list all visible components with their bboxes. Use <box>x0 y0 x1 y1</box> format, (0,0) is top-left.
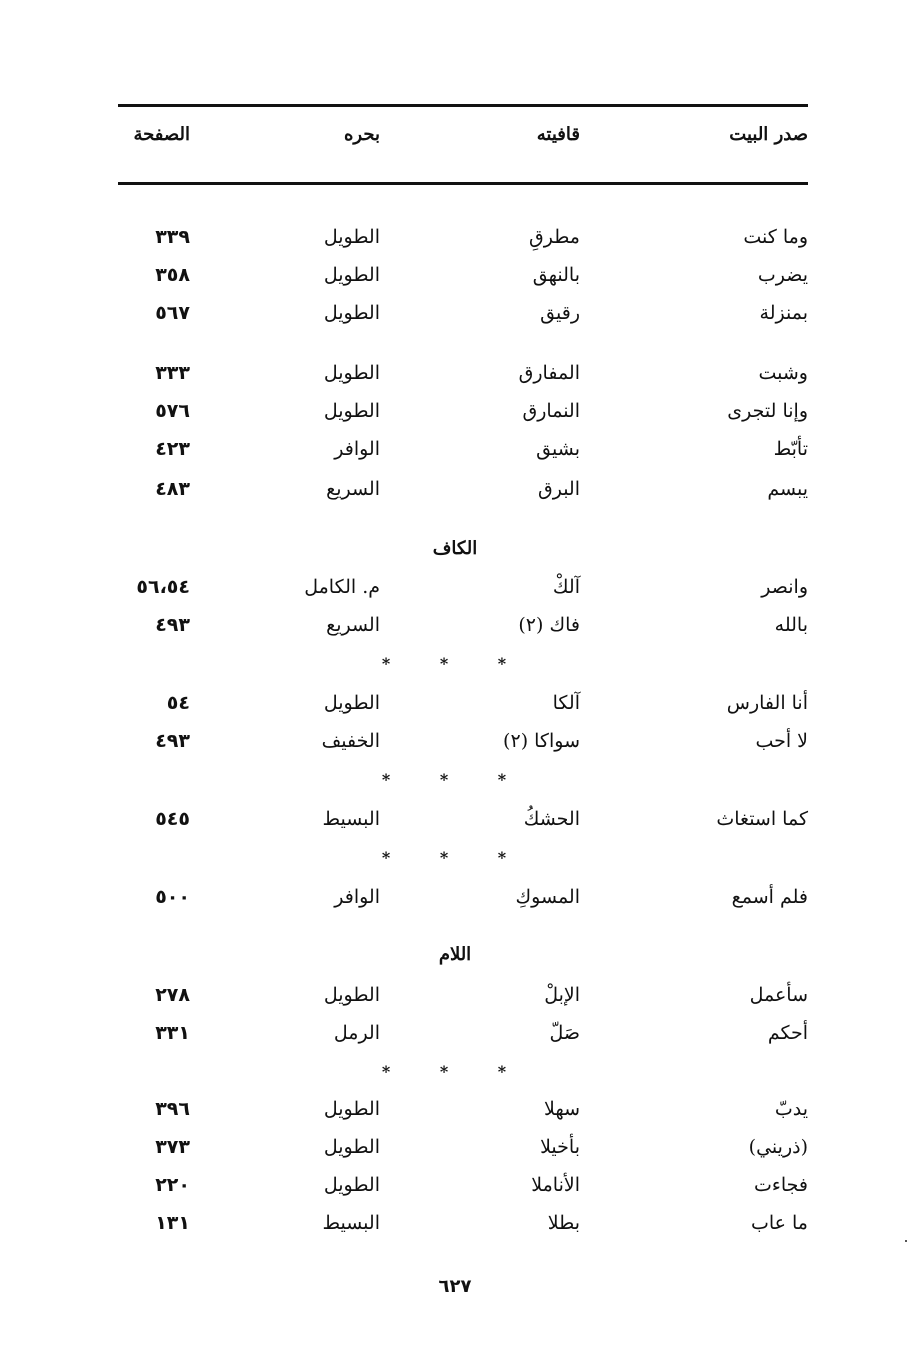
row-page: ٣٣١ <box>155 1022 190 1044</box>
row-rhyme: المسوكِ <box>515 886 580 908</box>
row-rhyme: الإبلْ <box>544 984 580 1006</box>
row-meter: الطويل <box>323 362 380 384</box>
row-first-hemistich: سأعمل <box>749 984 808 1006</box>
row-first-hemistich: كما استغاث <box>716 808 808 830</box>
row-meter: الطويل <box>323 1098 380 1120</box>
asterisk-separator: * * * <box>381 654 529 673</box>
row-page: ١٣١ <box>155 1212 190 1234</box>
row-meter: الوافر <box>334 886 380 908</box>
row-page: ٥٧٦ <box>155 400 190 422</box>
row-rhyme: صَلّ <box>549 1022 580 1044</box>
row-first-hemistich: وشبت <box>758 362 808 384</box>
header-page: الصفحة <box>133 124 190 145</box>
row-page: ٣٥٨ <box>155 264 190 286</box>
row-meter: الخفيف <box>321 730 380 752</box>
row-meter: الطويل <box>323 226 380 248</box>
row-rhyme: مطرقِ <box>529 226 580 248</box>
header-meter: بحره <box>344 124 380 145</box>
row-meter: الطويل <box>323 264 380 286</box>
row-first-hemistich: فجاءت <box>754 1174 808 1196</box>
row-rhyme: بطلا <box>547 1212 580 1234</box>
row-page: ٥٤ <box>166 692 190 714</box>
row-meter: الطويل <box>323 302 380 324</box>
row-first-hemistich: أنا الفارس <box>726 692 808 714</box>
scan-edge-mark <box>905 1240 907 1242</box>
row-meter: البسيط <box>322 808 380 830</box>
table-top-rule <box>118 104 808 107</box>
row-meter: الطويل <box>323 984 380 1006</box>
row-rhyme: بأخيلا <box>540 1136 580 1158</box>
row-meter: السريع <box>326 478 380 500</box>
row-first-hemistich: لا أحب <box>755 730 808 752</box>
row-rhyme: آلكْ <box>552 576 580 598</box>
row-meter: الرمل <box>333 1022 380 1044</box>
row-first-hemistich: يدبّ <box>774 1098 808 1120</box>
row-page: ٤٨٣ <box>155 478 190 500</box>
row-rhyme: رقيق <box>540 302 580 324</box>
row-rhyme: سواكا (٢) <box>503 730 580 752</box>
row-rhyme: الأناملا <box>531 1174 580 1196</box>
row-first-hemistich: وما كنت <box>743 226 808 248</box>
asterisk-separator: * * * <box>381 1062 529 1081</box>
asterisk-separator: * * * <box>381 770 529 789</box>
row-page: ٢٢٠ <box>155 1174 190 1196</box>
row-rhyme: البرق <box>537 478 580 500</box>
section-heading: اللام <box>438 944 472 965</box>
header-rhyme: قافيته <box>536 124 580 145</box>
row-rhyme: المفارق <box>518 362 580 384</box>
row-meter: م. الكامل <box>304 576 380 598</box>
row-page: ٣٣٣ <box>155 362 190 384</box>
row-rhyme: النمارق <box>522 400 580 422</box>
row-first-hemistich: أحكم <box>767 1022 808 1044</box>
header-first-hemistich: صدر البيت <box>729 124 808 145</box>
row-first-hemistich: وإنا لتجرى <box>727 400 808 422</box>
row-first-hemistich: فلم أسمع <box>731 886 808 908</box>
row-page: ٤٩٣ <box>155 614 190 636</box>
row-rhyme: آلكا <box>552 692 580 714</box>
row-meter: الوافر <box>334 438 380 460</box>
row-page: ٢٧٨ <box>155 984 190 1006</box>
row-rhyme: بالنهق <box>532 264 580 286</box>
row-page: ٤٢٣ <box>155 438 190 460</box>
table-header-rule <box>118 182 808 185</box>
row-meter: الطويل <box>323 1136 380 1158</box>
row-first-hemistich: (ذريني) <box>748 1136 808 1158</box>
row-first-hemistich: ما عاب <box>750 1212 808 1234</box>
row-rhyme: بشيق <box>536 438 580 460</box>
row-page: ٥٠٠ <box>155 886 190 908</box>
row-first-hemistich: تأبّط <box>773 438 808 460</box>
row-page: ٥٦،٥٤ <box>136 576 190 598</box>
row-first-hemistich: يبسم <box>767 478 808 500</box>
asterisk-separator: * * * <box>381 848 529 867</box>
row-meter: الطويل <box>323 400 380 422</box>
row-rhyme: الحشكُ <box>523 808 580 830</box>
row-page: ٥٦٧ <box>155 302 190 324</box>
row-first-hemistich: بالله <box>774 614 808 636</box>
row-rhyme: فاك (٢) <box>518 614 580 636</box>
row-page: ٥٤٥ <box>155 808 190 830</box>
row-page: ٣٩٦ <box>155 1098 190 1120</box>
row-meter: البسيط <box>322 1212 380 1234</box>
row-page: ٤٩٣ <box>155 730 190 752</box>
section-heading: الكاف <box>432 538 478 559</box>
row-meter: الطويل <box>323 1174 380 1196</box>
row-meter: الطويل <box>323 692 380 714</box>
row-first-hemistich: بمنزلة <box>759 302 808 324</box>
row-rhyme: سهلا <box>543 1098 580 1120</box>
row-first-hemistich: وانصر <box>761 576 808 598</box>
row-meter: السريع <box>326 614 380 636</box>
row-first-hemistich: يضرب <box>757 264 808 286</box>
page-number: ٦٢٧ <box>438 1276 472 1297</box>
row-page: ٣٧٣ <box>155 1136 190 1158</box>
row-page: ٣٣٩ <box>155 226 190 248</box>
